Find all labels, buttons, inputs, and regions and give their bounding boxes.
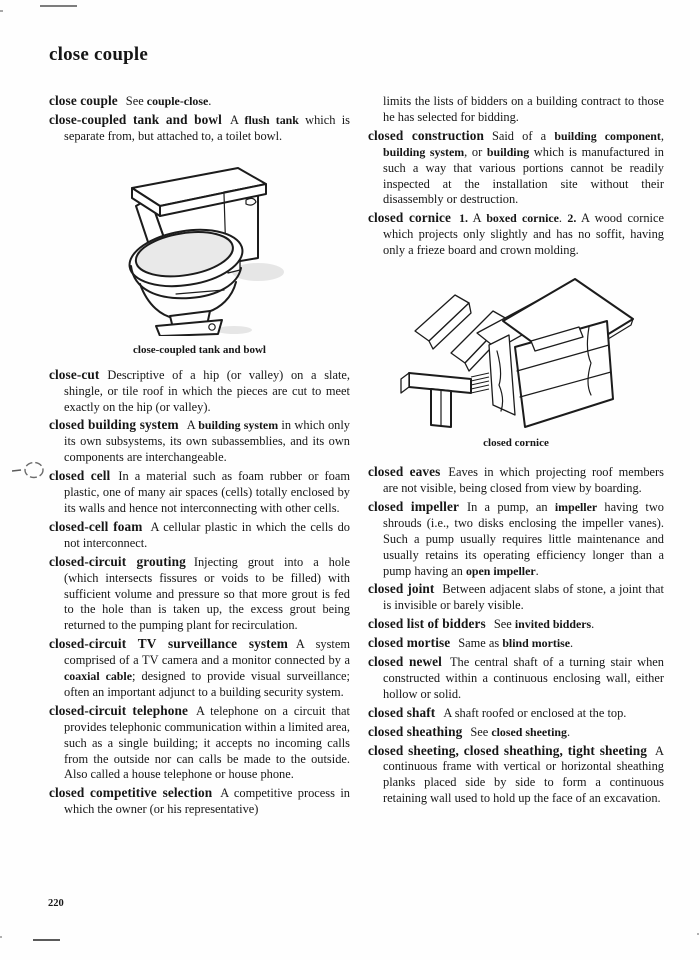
dictionary-entry	[368, 465, 664, 497]
entry-term: closed-circuit telephone	[49, 702, 188, 718]
definition-text: A continuous frame with vertical or horizontal sheathing planks placed side by side to form a continuous retaining wall used to hold up the face of an excavation.	[383, 743, 664, 806]
toilet-illustration	[106, 154, 294, 336]
entry-term: closed cell	[49, 468, 111, 484]
entry-term: closed construction	[368, 127, 484, 143]
entry-term: closed sheeting, closed sheathing, tight sheeting	[368, 742, 648, 758]
definition-text: Injecting grout into a hole (which intersects fissures or voids to be filled) with sufficient volume and pressure so that more grout is fed to the hole than is taken up, the excess grout being returned to the pumping plant for recirculation.	[64, 554, 350, 633]
entry-term: closed list of bidders	[368, 616, 486, 632]
dictionary-entry	[49, 418, 350, 466]
dictionary-entry	[49, 469, 350, 517]
cross-reference-term: invited bidders	[514, 617, 592, 632]
definition-text: .	[535, 563, 539, 578]
cross-reference-term: building	[486, 144, 530, 159]
margin-pencil-annotation	[12, 459, 48, 488]
entry-term: closed cornice	[368, 210, 452, 226]
cross-reference-term: building system	[198, 418, 279, 433]
right-column	[368, 94, 664, 807]
definition-text: .	[570, 636, 574, 651]
definition-text: In a pump, an	[466, 499, 555, 514]
cross-reference-term: blind mortise	[502, 636, 571, 651]
entry-term: closed building system	[49, 417, 179, 433]
entry-term: closed-cell foam	[49, 518, 143, 534]
definition-text: having two shrouds (i.e., two disks enclosing the impeller vanes). Such a pump usually requires little maintenance and usually retains its operating efficiency longer than a pump having an	[383, 499, 664, 578]
left-column	[49, 94, 350, 818]
dictionary-entry	[49, 94, 350, 110]
entry-term: close couple	[49, 93, 118, 108]
cross-reference-term: couple-close	[146, 94, 209, 108]
definition-text: The central shaft of a turning stair when constructed within a continuous enclosing wall, either hollow or solid.	[383, 655, 664, 701]
dictionary-entry	[49, 786, 350, 818]
entry-term: close-cut	[49, 366, 100, 382]
entry-term: closed joint	[368, 581, 435, 597]
entry-term: closed competitive selection	[49, 785, 213, 801]
cross-reference-term: impeller	[554, 499, 598, 514]
definition-text: Eaves in which projecting roof members are not visible, being closed from view by boarding.	[383, 465, 665, 495]
crop-mark-bottom-right	[697, 933, 699, 935]
cross-reference-term: building system	[383, 144, 465, 159]
definition-text: ; designed to provide visual surveillance; often an important adjunct to a building security system.	[64, 669, 350, 699]
definition-text: A wood cornice which projects only slightly and has no soffit, having only a frieze board and crown molding.	[383, 211, 664, 258]
definition-text: in which only its own subsystems, its own subassemblies, and its own components are interchangeable.	[64, 418, 350, 465]
dictionary-entry	[368, 744, 664, 808]
entry-term: closed mortise	[368, 635, 451, 651]
definition-text: See	[493, 617, 515, 632]
cornice-figure	[368, 269, 664, 449]
entry-term: close-coupled tank and bowl	[49, 111, 222, 127]
definition-text: A cellular plastic in which the cells do not interconnect.	[64, 519, 351, 550]
entry-term: closed sheathing	[368, 723, 463, 739]
definition-text: A	[186, 418, 199, 433]
dictionary-entry	[368, 655, 664, 703]
entry-continuation	[368, 94, 664, 126]
entry-term: closed shaft	[368, 704, 436, 720]
cross-reference-term: closed sheeting	[491, 724, 567, 739]
definition-text: Said of a	[491, 128, 555, 143]
cross-reference-term: coaxial cable	[64, 669, 132, 684]
figure-caption: closed cornice	[483, 437, 549, 450]
entry-group	[368, 465, 664, 807]
dictionary-entry	[368, 706, 664, 722]
dictionary-entry	[368, 129, 664, 209]
toilet-figure	[49, 154, 350, 356]
dictionary-entry	[368, 725, 664, 741]
figure-caption: close-coupled tank and bowl	[133, 343, 266, 356]
definition-text: which is separate from, but attached to, a toilet bowl.	[64, 112, 350, 143]
definition-text: Between adjacent slabs of stone, a joint that is invisible or barely visible.	[383, 582, 664, 613]
dictionary-entry	[49, 555, 350, 635]
entry-term: closed-circuit grouting	[49, 553, 186, 569]
entry-term: closed-circuit TV surveillance system	[49, 636, 288, 652]
dictionary-entry	[368, 617, 664, 633]
dictionary-entry	[49, 704, 350, 784]
crop-mark-top-edge	[0, 10, 3, 12]
crop-mark-bottom-left	[0, 936, 2, 938]
cross-reference-term: open impeller	[465, 563, 536, 578]
definition-text: Same as	[458, 636, 503, 651]
dictionary-entry	[49, 113, 350, 145]
definition-text: A shaft roofed or enclosed at the top.	[443, 705, 627, 720]
definition-text: A competitive process in which the owner (or his representative)	[64, 786, 350, 817]
cornice-illustration	[393, 269, 639, 429]
cross-reference-term: 1.	[459, 211, 468, 226]
definition-text: , or	[464, 144, 487, 159]
definition-text: A	[229, 112, 245, 127]
cross-reference-term: flush tank	[244, 112, 299, 127]
definition-text: In a material such as foam rubber or foam plastic, one of many air spaces (cells) totally enclosed by its walls and hence not interconnecting with other cells.	[64, 469, 350, 515]
definition-text: Descriptive of a hip (or valley) on a slate, shingle, or tile roof in which the pieces are cut to meet exactly on the hip (or valley).	[64, 367, 350, 414]
definition-text: A system comprised of a TV camera and a monitor connected by a	[64, 637, 350, 668]
crop-mark-bottom	[33, 939, 60, 941]
cross-reference-term: building component	[554, 128, 661, 143]
page-title: close couple	[49, 44, 148, 65]
cross-reference-term: 2.	[567, 211, 577, 226]
entry-group	[49, 368, 350, 818]
entry-term: closed eaves	[368, 464, 441, 480]
dictionary-entry	[368, 500, 664, 580]
dictionary-entry	[49, 520, 350, 552]
dictionary-entry	[49, 368, 350, 416]
definition-text: See	[125, 94, 147, 108]
definition-text: .	[208, 94, 212, 108]
dictionary-entry	[49, 637, 350, 701]
entry-group	[49, 94, 350, 145]
entry-term: closed newel	[368, 654, 442, 670]
entry-term: closed impeller	[368, 498, 459, 514]
definition-text: .	[591, 617, 595, 632]
dictionary-entry	[368, 636, 664, 652]
cross-reference-term: boxed cornice	[486, 211, 559, 226]
definition-text: .	[558, 211, 568, 226]
definition-text: which is manufactured in such a way that various portions cannot be readily inspected at the installation site without their disassembly or destruction.	[383, 144, 665, 207]
definition-text: ,	[660, 128, 664, 143]
crop-mark-top	[40, 5, 77, 7]
definition-text: A telephone on a circuit that provides telephonic communication within a limited area, such as a single building; it accepts no incoming calls from the outside nor can calls be made to the outside. Also called a house telephone or house phone.	[64, 703, 350, 782]
definition-text: .	[566, 724, 571, 739]
dictionary-entry	[368, 211, 664, 259]
definition-text: A	[467, 211, 487, 226]
definition-text: limits the lists of bidders on a building contract to those he has selected for bidding.	[383, 94, 664, 124]
page-number: 220	[48, 898, 64, 909]
entry-group	[368, 94, 664, 259]
definition-text: See	[470, 724, 492, 739]
dictionary-entry	[368, 582, 664, 614]
